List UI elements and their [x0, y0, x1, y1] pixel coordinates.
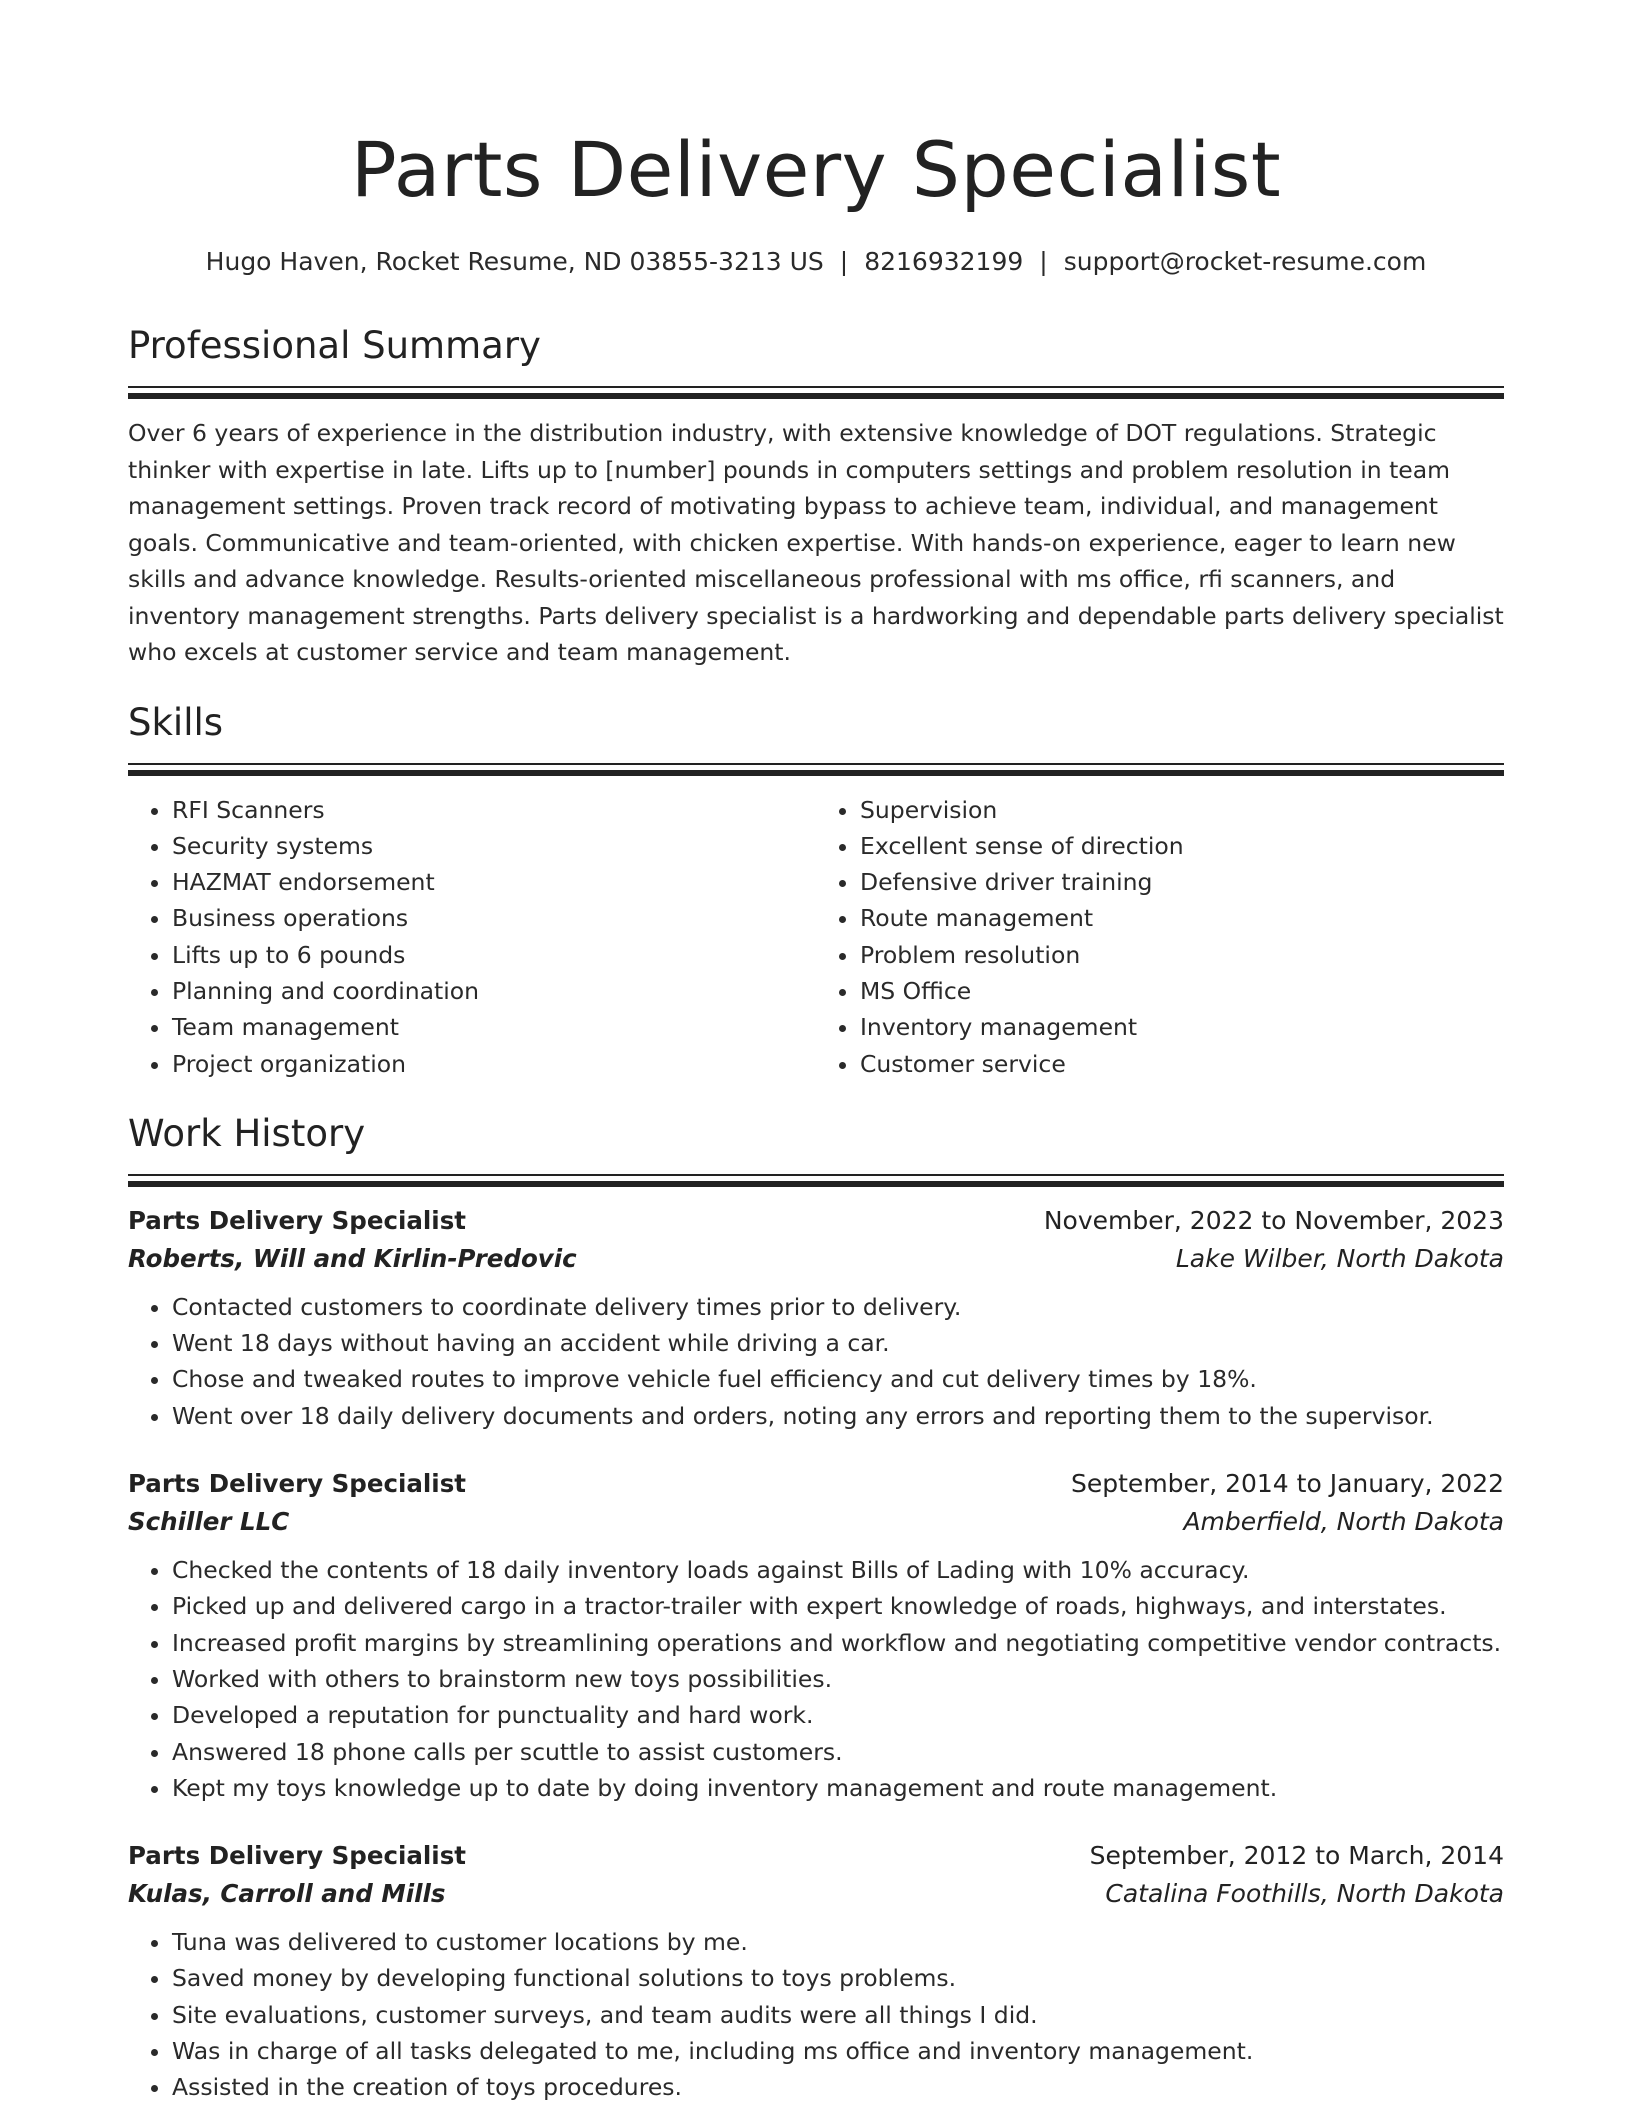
skills-left-list	[128, 792, 816, 1082]
contact-phone: 8216932199	[864, 247, 1024, 276]
summary-text: Over 6 years of experience in the distribution industry, with extensive knowledge of DOT regulations. Strategic thinker with expertise in late. Lifts up to [number] pounds in computers settings and problem resolution in team management settings. Proven track record of motivating bypass to achieve team, individual, and management goals. Communicative and team-oriented, with chicken expertise. With hands-on experience, eager to learn new skills and advance knowledge. Results-oriented miscellaneous professional with ms office, rfi scanners, and inventory management strengths. Parts delivery specialist is a hardworking and dependable parts delivery specialist who excels at customer service and team management.	[128, 419, 1504, 666]
job-location: Lake Wilber, North Dakota	[1175, 1243, 1504, 1273]
job-bullet: • Tuna was delivered to customer locations by me.	[172, 1924, 1504, 1960]
job-title: Parts Delivery Specialist	[128, 1205, 466, 1235]
contact-separator: |	[1039, 247, 1048, 276]
job-bullets	[128, 1924, 1504, 2105]
jobs-list	[128, 1201, 1504, 2106]
job-bullets	[128, 1552, 1504, 1806]
job-dates: September, 2014 to January, 2022	[1071, 1469, 1504, 1499]
skill-item: • MS Office	[860, 973, 1504, 1009]
job-dates: November, 2022 to November, 2023	[1043, 1205, 1504, 1235]
job-location: Catalina Foothills, North Dakota	[1105, 1879, 1504, 1909]
skill-item: • Defensive driver training	[860, 864, 1504, 900]
skill-item: • RFI Scanners	[172, 792, 816, 828]
section-divider	[128, 386, 1504, 399]
skill-item: • Team management	[172, 1009, 816, 1045]
summary-heading: Professional Summary	[128, 324, 541, 367]
resume-name: Parts Delivery Specialist	[350, 125, 1282, 214]
job-bullet: • Worked with others to brainstorm new toys possibilities.	[172, 1661, 1504, 1697]
job-entry	[128, 1836, 1504, 2105]
job-title: Parts Delivery Specialist	[128, 1841, 466, 1871]
job-entry	[128, 1464, 1504, 1806]
job-location: Amberfield, North Dakota	[1183, 1507, 1504, 1537]
job-bullet: • Saved money by developing functional solutions to toys problems.	[172, 1960, 1504, 1996]
skills-section	[128, 697, 1504, 1082]
skill-item: • Security systems	[172, 828, 816, 864]
job-company-row	[128, 1241, 1504, 1277]
job-bullet: • Kept my toys knowledge up to date by doing inventory management and route management.	[172, 1770, 1504, 1806]
contact-address: Hugo Haven, Rocket Resume, ND 03855-3213 US	[205, 247, 824, 276]
skill-item: • Customer service	[860, 1046, 1504, 1082]
work-section	[128, 1108, 1504, 2106]
job-company: Schiller LLC	[128, 1507, 290, 1537]
skill-item: • Inventory management	[860, 1009, 1504, 1045]
skill-item: • Lifts up to 6 pounds	[172, 937, 816, 973]
skill-item: • Problem resolution	[860, 937, 1504, 973]
job-bullet: • Developed a reputation for punctuality and hard work.	[172, 1697, 1504, 1733]
job-bullet: • Site evaluations, customer surveys, and team audits were all things I did.	[172, 1997, 1504, 2033]
job-bullet: • Went 18 days without having an accident while driving a car.	[172, 1325, 1504, 1361]
job-bullet: • Answered 18 phone calls per scuttle to assist customers.	[172, 1734, 1504, 1770]
skills-right-list	[816, 792, 1504, 1082]
skill-item: • Supervision	[860, 792, 1504, 828]
job-title: Parts Delivery Specialist	[128, 1469, 466, 1499]
skill-item: • HAZMAT endorsement	[172, 864, 816, 900]
skill-item: • Business operations	[172, 900, 816, 936]
contact-line	[128, 244, 1504, 280]
job-bullet: • Chose and tweaked routes to improve vehicle fuel efficiency and cut delivery times by 18%.	[172, 1361, 1504, 1397]
contact-separator: |	[839, 247, 849, 276]
skill-item: • Project organization	[172, 1046, 816, 1082]
skill-item: • Planning and coordination	[172, 973, 816, 1009]
section-divider	[128, 763, 1504, 776]
job-company: Roberts, Will and Kirlin-Predovic	[128, 1243, 577, 1273]
job-header-row	[128, 1836, 1504, 1876]
job-dates: September, 2012 to March, 2014	[1089, 1841, 1504, 1871]
job-entry	[128, 1201, 1504, 1434]
work-heading: Work History	[128, 1111, 366, 1155]
contact-email: support@rocket-resume.com	[1063, 247, 1427, 276]
job-header-row	[128, 1464, 1504, 1504]
summary-section	[128, 320, 1504, 671]
job-bullet: • Checked the contents of 18 daily inventory loads against Bills of Lading with 10% accuracy.	[172, 1552, 1504, 1588]
job-bullet: • Contacted customers to coordinate delivery times prior to delivery.	[172, 1289, 1504, 1325]
section-divider	[128, 1174, 1504, 1187]
job-header-row	[128, 1201, 1504, 1241]
job-bullet: • Went over 18 daily delivery documents and orders, noting any errors and reporting them to the supervisor.	[172, 1398, 1504, 1434]
job-bullets	[128, 1289, 1504, 1434]
job-bullet: • Increased profit margins by streamlining operations and workflow and negotiating competitive vendor contracts.	[172, 1625, 1504, 1661]
skills-columns	[128, 792, 1504, 1082]
job-company: Kulas, Carroll and Mills	[128, 1879, 446, 1909]
skills-heading: Skills	[128, 700, 224, 744]
job-bullet: • Picked up and delivered cargo in a tractor-trailer with expert knowledge of roads, highways, and interstates.	[172, 1588, 1504, 1624]
job-bullet: • Was in charge of all tasks delegated to me, including ms office and inventory management.	[172, 2033, 1504, 2069]
job-company-row	[128, 1876, 1504, 1912]
skill-item: • Route management	[860, 900, 1504, 936]
job-company-row	[128, 1504, 1504, 1540]
skill-item: • Excellent sense of direction	[860, 828, 1504, 864]
job-bullet: • Assisted in the creation of toys procedures.	[172, 2069, 1504, 2105]
